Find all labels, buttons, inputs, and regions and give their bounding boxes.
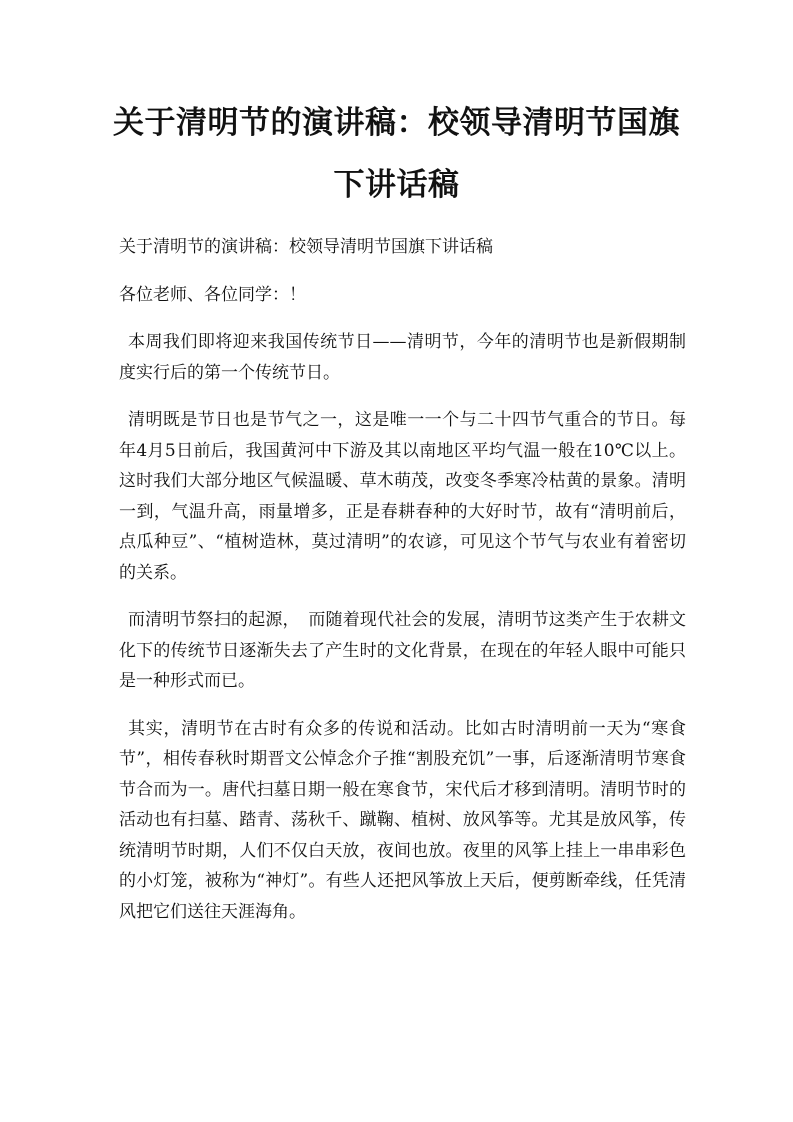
- paragraph-1: 本周我们即将迎来我国传统节日——清明节，今年的清明节也是新假期制度实行后的第一个传统节日。: [119, 332, 686, 383]
- document-subtitle: 关于清明节的演讲稿：校领导清明节国旗下讲话稿: [119, 237, 493, 257]
- greeting: 各位老师、各位同学：！: [119, 284, 306, 305]
- document-title: 关于清明节的演讲稿：校领导清明节国旗下讲话稿: [113, 105, 680, 203]
- paragraph-2: 清明既是节日也是节气之一，这是唯一一个与二十四节气重合的节日。每年4月5日前后，我国黄河中下游及其以南地区平均气温一般在10℃以上。这时我们大部分地区气候温暖、草木萌茂，改变冬季寒冷枯黄的景象。清明一到，气温升高，雨量增多，正是春耕春种的大好时节，故有“清明前后，点瓜种豆”、“植树造林，莫过清明”的农谚，可见这个节气与农业有着密切的关系。: [119, 410, 686, 583]
- paragraph-4: 其实，清明节在古时有众多的传说和活动。比如古时清明前一天为“寒食节”，相传春秋时期晋文公悼念介子推“割股充饥”一事，后逐渐清明节寒食节合而为一。唐代扫墓日期一般在寒食节，宋代后才移到清明。清明节时的活动也有扫墓、踏青、荡秋千、蹴鞠、植树、放风筝等。尤其是放风筝，传统清明节时期，人们不仅白天放，夜间也放。夜里的风筝上挂上一串串彩色的小灯笼，被称为“神灯”。有些人还把风筝放上天后，便剪断牵线，任凭清风把它们送往天涯海角。: [119, 718, 686, 922]
- paragraph-3: 而清明节祭扫的起源， 而随着现代社会的发展，清明节这类产生于农耕文化下的传统节日逐渐失去了产生时的文化背景，在现在的年轻人眼中可能只是一种形式而已。: [119, 610, 686, 691]
- document-body: [119, 232, 686, 944]
